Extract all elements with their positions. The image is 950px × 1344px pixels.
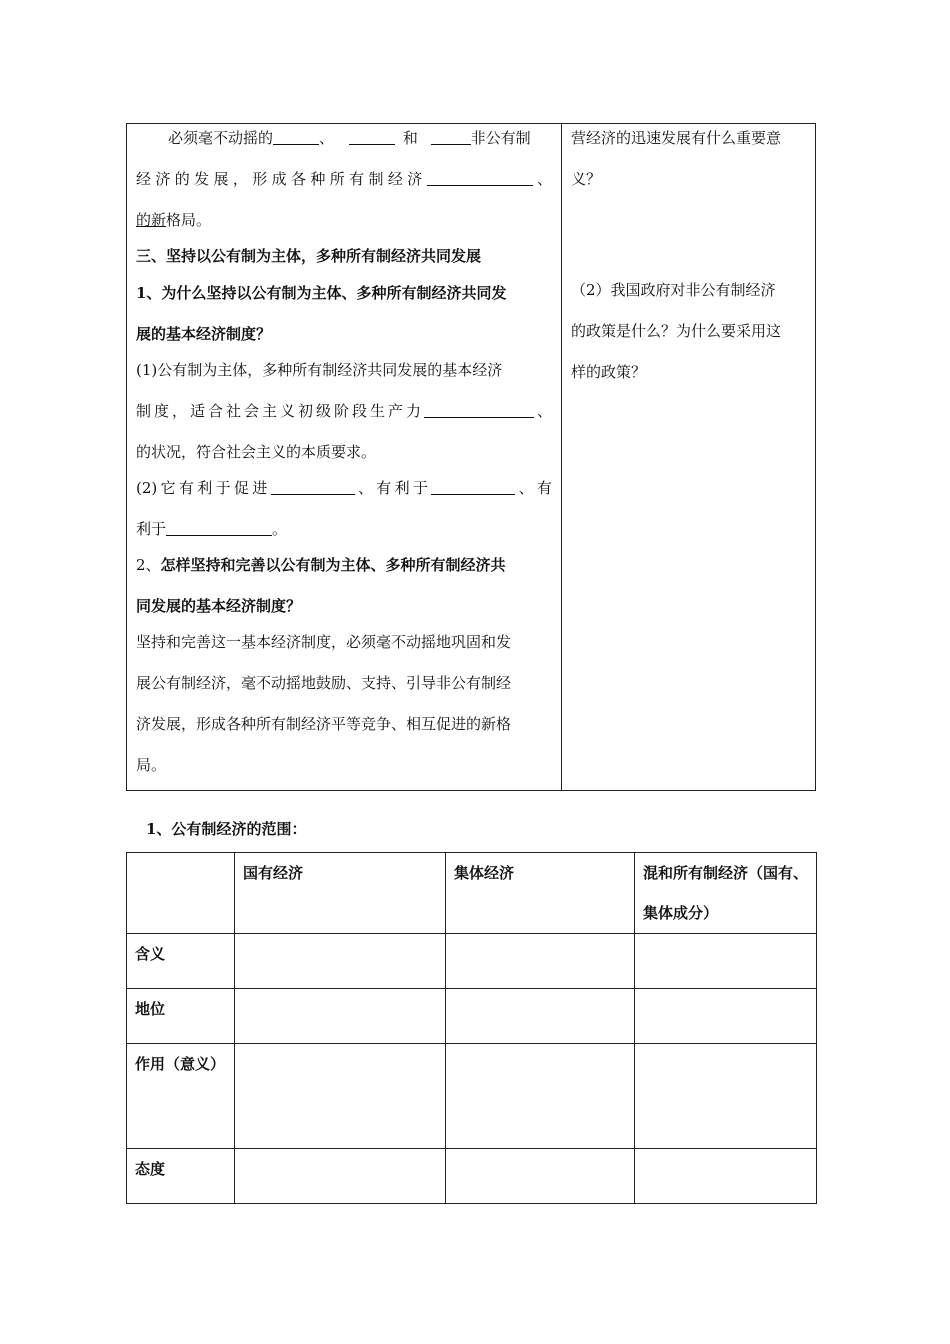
top-table-divider: [561, 123, 562, 790]
answer-2-line-1: (2)它有利于促进 、有利于 、有: [136, 479, 552, 497]
row-label: 态度: [127, 1149, 235, 1204]
row-label: 地位: [127, 989, 235, 1044]
answer-1-line-2: 制度，适合社会主义初级阶段生产力 、: [136, 402, 552, 420]
section-heading: 三、坚持以公有制为主体，多种所有制经济共同发展: [136, 247, 482, 265]
table-cell: [635, 1044, 817, 1149]
answer-3-line-1: 坚持和完善这一基本经济制度，必须毫不动摇地巩固和发: [136, 633, 512, 651]
table-row: [127, 934, 817, 989]
blank: [166, 519, 272, 536]
answer-1-line-1: (1)公有制为主体，多种所有制经济共同发展的基本经济: [136, 361, 503, 379]
ownership-table: [126, 852, 817, 1204]
blank: [424, 401, 534, 418]
header-cell: 混和所有制经济（国有、集体成分）: [635, 853, 817, 934]
blank: [431, 478, 515, 495]
table-cell: [635, 1149, 817, 1204]
right-cell: [563, 119, 813, 789]
right-line-3: （2）我国政府对非公有制经济: [571, 281, 776, 299]
row-label: 作用（意义）: [127, 1044, 235, 1149]
answer-2-line-2: 利于 。: [136, 520, 288, 538]
right-line-1: 营经济的迅速发展有什么重要意: [571, 129, 782, 147]
table-header-row: [127, 853, 817, 934]
answer-3-line-2: 展公有制经济，毫不动摇地鼓励、支持、引导非公有制经: [136, 674, 512, 692]
table-cell: [235, 1044, 446, 1149]
blank: [431, 128, 471, 145]
table-cell: [446, 1149, 635, 1204]
table-cell: [635, 934, 817, 989]
table-cell: [635, 989, 817, 1044]
right-line-5: 样的政策？: [571, 363, 647, 381]
question-1-line-2: 展的基本经济制度？: [136, 325, 272, 343]
blank: [273, 128, 319, 145]
blank: [349, 128, 395, 145]
fill-line-3: 的新格局。: [136, 211, 212, 229]
header-cell: 国有经济: [235, 853, 446, 934]
right-line-4: 的政策是什么？为什么要采用这: [571, 322, 782, 340]
answer-3-line-4: 局。: [136, 756, 167, 774]
answer-3-line-3: 济发展，形成各种所有制经济平等竞争、相互促进的新格: [136, 715, 512, 733]
answer-1-line-3: 的状况，符合社会主义的本质要求。: [136, 443, 377, 461]
blank: [271, 478, 355, 495]
row-label: 含义: [127, 934, 235, 989]
question-2-line-1: 2、怎样坚持和完善以公有制为主体、多种所有制经济共: [136, 556, 506, 574]
left-cell: [128, 119, 560, 789]
section-title: 1、公有制经济的范围：: [146, 820, 307, 838]
table-row: [127, 989, 817, 1044]
question-1-line-1: 1、为什么坚持以公有制为主体、多种所有制经济共同发: [136, 284, 507, 302]
right-line-2: 义？: [571, 170, 602, 188]
table-cell: [446, 934, 635, 989]
table-row: [127, 1149, 817, 1204]
fill-line-2: 经济的发展，形成各种所有制经济 、: [136, 170, 552, 188]
table-cell: [446, 989, 635, 1044]
table-cell: [235, 989, 446, 1044]
fill-line-1: 必须毫不动摇的 、 和 非公有制: [168, 129, 531, 147]
question-2-line-2: 同发展的基本经济制度？: [136, 597, 302, 615]
table-cell: [446, 1044, 635, 1149]
table-row: [127, 1044, 817, 1149]
table-cell: [235, 934, 446, 989]
blank: [427, 169, 533, 186]
header-cell: 集体经济: [446, 853, 635, 934]
table-cell: [235, 1149, 446, 1204]
header-cell: [127, 853, 235, 934]
